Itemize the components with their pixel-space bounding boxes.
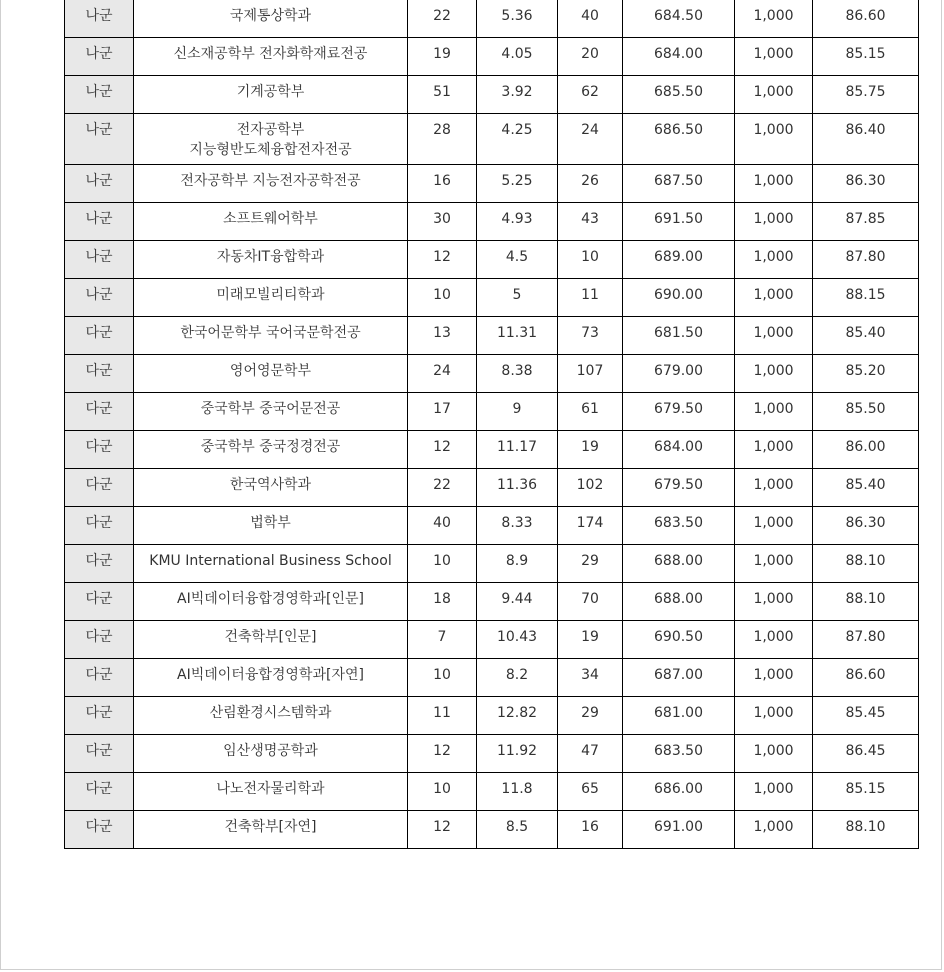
department-cell: KMU International Business School: [134, 545, 408, 583]
percent-cell: 87.80: [813, 241, 919, 279]
quota-cell: 10: [408, 659, 477, 697]
quota-cell: 40: [408, 507, 477, 545]
full-score-cell: 1,000: [735, 697, 813, 735]
score-cell: 688.00: [623, 545, 735, 583]
group-cell: 나군: [65, 165, 134, 203]
quota-cell: 10: [408, 545, 477, 583]
department-cell: 산림환경시스템학과: [134, 697, 408, 735]
department-line: 지능형반도체융합전자전공: [189, 142, 352, 158]
competition-ratio-cell: 4.05: [477, 38, 558, 76]
full-score-cell: 1,000: [735, 241, 813, 279]
final-rank-cell: 10: [558, 241, 623, 279]
final-rank-cell: 62: [558, 76, 623, 114]
table-row: [65, 76, 919, 114]
quota-cell: 13: [408, 317, 477, 355]
table-row: [65, 279, 919, 317]
percent-cell: 86.30: [813, 507, 919, 545]
quota-cell: 22: [408, 0, 477, 38]
competition-ratio-cell: 11.92: [477, 735, 558, 773]
full-score-cell: 1,000: [735, 76, 813, 114]
table-row: [65, 393, 919, 431]
full-score-cell: 1,000: [735, 203, 813, 241]
final-rank-cell: 24: [558, 114, 623, 165]
quota-cell: 16: [408, 165, 477, 203]
final-rank-cell: 29: [558, 697, 623, 735]
full-score-cell: 1,000: [735, 317, 813, 355]
full-score-cell: 1,000: [735, 545, 813, 583]
table-row: [65, 659, 919, 697]
group-cell: 나군: [65, 38, 134, 76]
final-rank-cell: 65: [558, 773, 623, 811]
department-cell: 국제통상학과: [134, 0, 408, 38]
table-row: [65, 317, 919, 355]
quota-cell: 24: [408, 355, 477, 393]
table-row: [65, 507, 919, 545]
department-line: 전자공학부: [236, 122, 305, 138]
competition-ratio-cell: 8.5: [477, 811, 558, 849]
group-cell: 다군: [65, 773, 134, 811]
final-rank-cell: 20: [558, 38, 623, 76]
competition-ratio-cell: 11.17: [477, 431, 558, 469]
percent-cell: 85.15: [813, 38, 919, 76]
table-row: [65, 621, 919, 659]
final-rank-cell: 34: [558, 659, 623, 697]
group-cell: 나군: [65, 203, 134, 241]
group-cell: 다군: [65, 583, 134, 621]
final-rank-cell: 19: [558, 431, 623, 469]
quota-cell: 19: [408, 38, 477, 76]
quota-cell: 18: [408, 583, 477, 621]
score-cell: 681.50: [623, 317, 735, 355]
table-row: [65, 545, 919, 583]
score-cell: 679.00: [623, 355, 735, 393]
group-cell: 나군: [65, 76, 134, 114]
score-cell: 691.50: [623, 203, 735, 241]
quota-cell: 51: [408, 76, 477, 114]
department-cell: 한국어문학부 국어국문학전공: [134, 317, 408, 355]
department-cell: 자동차IT융합학과: [134, 241, 408, 279]
full-score-cell: 1,000: [735, 165, 813, 203]
department-cell: 건축학부[인문]: [134, 621, 408, 659]
competition-ratio-cell: 4.5: [477, 241, 558, 279]
department-cell: AI빅데이터융합경영학과[인문]: [134, 583, 408, 621]
score-cell: 687.50: [623, 165, 735, 203]
final-rank-cell: 43: [558, 203, 623, 241]
quota-cell: 12: [408, 431, 477, 469]
department-cell: 중국학부 중국어문전공: [134, 393, 408, 431]
group-cell: 나군: [65, 241, 134, 279]
competition-ratio-cell: 11.31: [477, 317, 558, 355]
group-cell: 다군: [65, 469, 134, 507]
department-cell: 임산생명공학과: [134, 735, 408, 773]
final-rank-cell: 16: [558, 811, 623, 849]
score-cell: 690.00: [623, 279, 735, 317]
table-row: [65, 114, 919, 165]
table-row: [65, 241, 919, 279]
table-body: [65, 0, 919, 849]
table-row: [65, 583, 919, 621]
group-cell: 다군: [65, 659, 134, 697]
full-score-cell: 1,000: [735, 773, 813, 811]
full-score-cell: 1,000: [735, 431, 813, 469]
full-score-cell: 1,000: [735, 659, 813, 697]
quota-cell: 30: [408, 203, 477, 241]
quota-cell: 10: [408, 279, 477, 317]
table-row: [65, 38, 919, 76]
table-row: [65, 469, 919, 507]
group-cell: 다군: [65, 431, 134, 469]
competition-ratio-cell: 8.38: [477, 355, 558, 393]
percent-cell: 88.15: [813, 279, 919, 317]
score-cell: 686.50: [623, 114, 735, 165]
score-cell: 689.00: [623, 241, 735, 279]
group-cell: 나군: [65, 0, 134, 38]
group-cell: 다군: [65, 507, 134, 545]
department-cell: 기계공학부: [134, 76, 408, 114]
score-cell: 683.50: [623, 735, 735, 773]
department-cell: [134, 114, 408, 165]
final-rank-cell: 11: [558, 279, 623, 317]
admission-results-table: [64, 0, 919, 849]
group-cell: 다군: [65, 317, 134, 355]
table-row: [65, 0, 919, 38]
percent-cell: 86.60: [813, 659, 919, 697]
quota-cell: 10: [408, 773, 477, 811]
department-cell: 전자공학부 지능전자공학전공: [134, 165, 408, 203]
full-score-cell: 1,000: [735, 507, 813, 545]
full-score-cell: 1,000: [735, 583, 813, 621]
percent-cell: 85.75: [813, 76, 919, 114]
group-cell: 다군: [65, 545, 134, 583]
percent-cell: 85.40: [813, 317, 919, 355]
percent-cell: 88.10: [813, 545, 919, 583]
group-cell: 다군: [65, 393, 134, 431]
percent-cell: 87.80: [813, 621, 919, 659]
final-rank-cell: 102: [558, 469, 623, 507]
full-score-cell: 1,000: [735, 0, 813, 38]
table-row: [65, 811, 919, 849]
score-cell: 691.00: [623, 811, 735, 849]
quota-cell: 11: [408, 697, 477, 735]
competition-ratio-cell: 5.25: [477, 165, 558, 203]
quota-cell: 12: [408, 811, 477, 849]
group-cell: 다군: [65, 735, 134, 773]
competition-ratio-cell: 10.43: [477, 621, 558, 659]
final-rank-cell: 29: [558, 545, 623, 583]
group-cell: 다군: [65, 621, 134, 659]
final-rank-cell: 107: [558, 355, 623, 393]
quota-cell: 7: [408, 621, 477, 659]
score-cell: 683.50: [623, 507, 735, 545]
department-cell: 신소재공학부 전자화학재료전공: [134, 38, 408, 76]
score-cell: 684.00: [623, 431, 735, 469]
percent-cell: 85.40: [813, 469, 919, 507]
competition-ratio-cell: 12.82: [477, 697, 558, 735]
percent-cell: 85.15: [813, 773, 919, 811]
table-row: [65, 773, 919, 811]
department-cell: 미래모빌리티학과: [134, 279, 408, 317]
competition-ratio-cell: 8.33: [477, 507, 558, 545]
percent-cell: 88.10: [813, 583, 919, 621]
percent-cell: 86.00: [813, 431, 919, 469]
group-cell: 나군: [65, 279, 134, 317]
full-score-cell: 1,000: [735, 38, 813, 76]
score-cell: 684.50: [623, 0, 735, 38]
table-row: [65, 165, 919, 203]
score-cell: 685.50: [623, 76, 735, 114]
full-score-cell: 1,000: [735, 355, 813, 393]
quota-cell: 12: [408, 735, 477, 773]
full-score-cell: 1,000: [735, 279, 813, 317]
full-score-cell: 1,000: [735, 735, 813, 773]
score-cell: 684.00: [623, 38, 735, 76]
competition-ratio-cell: 4.25: [477, 114, 558, 165]
department-cell: 건축학부[자연]: [134, 811, 408, 849]
percent-cell: 87.85: [813, 203, 919, 241]
table-row: [65, 697, 919, 735]
department-cell: 중국학부 중국정경전공: [134, 431, 408, 469]
table-row: [65, 735, 919, 773]
competition-ratio-cell: 9: [477, 393, 558, 431]
final-rank-cell: 73: [558, 317, 623, 355]
percent-cell: 88.10: [813, 811, 919, 849]
department-cell: AI빅데이터융합경영학과[자연]: [134, 659, 408, 697]
competition-ratio-cell: 11.8: [477, 773, 558, 811]
group-cell: 나군: [65, 114, 134, 165]
percent-cell: 85.20: [813, 355, 919, 393]
table-row: [65, 431, 919, 469]
final-rank-cell: 19: [558, 621, 623, 659]
full-score-cell: 1,000: [735, 393, 813, 431]
full-score-cell: 1,000: [735, 811, 813, 849]
percent-cell: 86.30: [813, 165, 919, 203]
group-cell: 다군: [65, 697, 134, 735]
score-cell: 679.50: [623, 393, 735, 431]
quota-cell: 12: [408, 241, 477, 279]
competition-ratio-cell: 9.44: [477, 583, 558, 621]
score-cell: 686.00: [623, 773, 735, 811]
competition-ratio-cell: 5: [477, 279, 558, 317]
department-cell: 소프트웨어학부: [134, 203, 408, 241]
final-rank-cell: 70: [558, 583, 623, 621]
quota-cell: 17: [408, 393, 477, 431]
competition-ratio-cell: 5.36: [477, 0, 558, 38]
department-cell: 법학부: [134, 507, 408, 545]
score-cell: 679.50: [623, 469, 735, 507]
full-score-cell: 1,000: [735, 621, 813, 659]
score-cell: 690.50: [623, 621, 735, 659]
group-cell: 다군: [65, 355, 134, 393]
competition-ratio-cell: 8.2: [477, 659, 558, 697]
final-rank-cell: 47: [558, 735, 623, 773]
competition-ratio-cell: 8.9: [477, 545, 558, 583]
percent-cell: 86.45: [813, 735, 919, 773]
department-cell: 나노전자물리학과: [134, 773, 408, 811]
quota-cell: 28: [408, 114, 477, 165]
final-rank-cell: 61: [558, 393, 623, 431]
department-cell: 영어영문학부: [134, 355, 408, 393]
score-cell: 681.00: [623, 697, 735, 735]
percent-cell: 85.50: [813, 393, 919, 431]
final-rank-cell: 26: [558, 165, 623, 203]
percent-cell: 86.60: [813, 0, 919, 38]
table-row: [65, 355, 919, 393]
percent-cell: 86.40: [813, 114, 919, 165]
score-cell: 687.00: [623, 659, 735, 697]
competition-ratio-cell: 3.92: [477, 76, 558, 114]
competition-ratio-cell: 11.36: [477, 469, 558, 507]
full-score-cell: 1,000: [735, 114, 813, 165]
department-cell: 한국역사학과: [134, 469, 408, 507]
competition-ratio-cell: 4.93: [477, 203, 558, 241]
quota-cell: 22: [408, 469, 477, 507]
score-cell: 688.00: [623, 583, 735, 621]
final-rank-cell: 40: [558, 0, 623, 38]
table-row: [65, 203, 919, 241]
full-score-cell: 1,000: [735, 469, 813, 507]
percent-cell: 85.45: [813, 697, 919, 735]
group-cell: 다군: [65, 811, 134, 849]
final-rank-cell: 174: [558, 507, 623, 545]
